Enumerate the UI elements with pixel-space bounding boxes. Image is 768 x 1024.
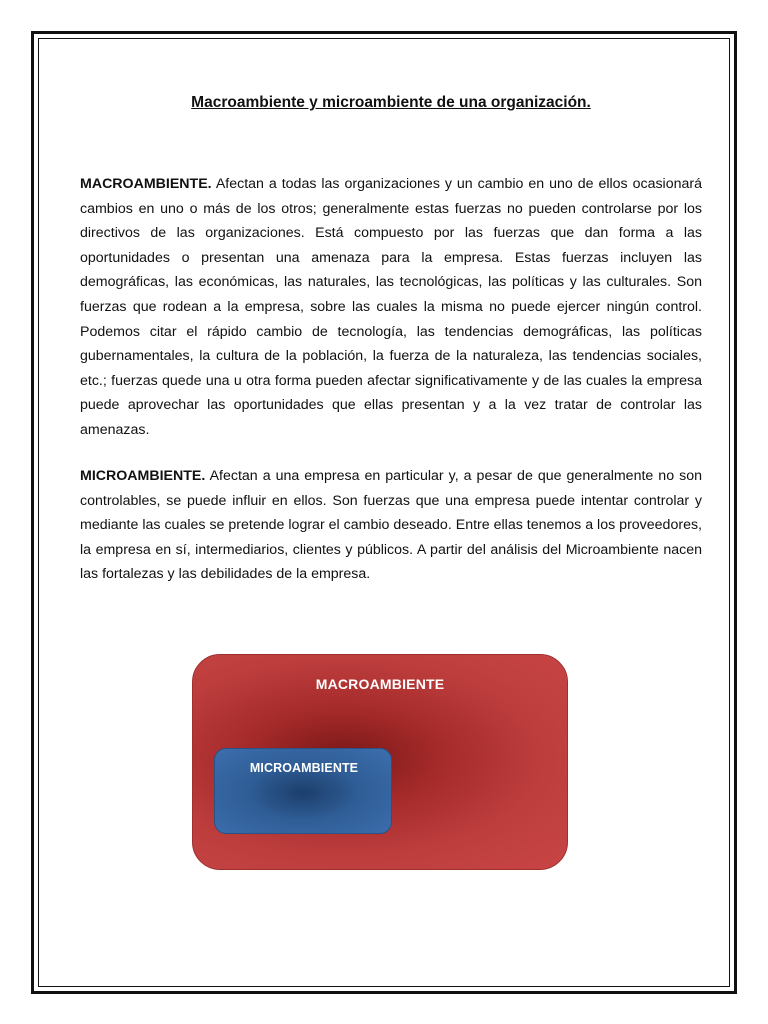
macroambiente-text: Afectan a todas las organizaciones y un cambio en uno de ellos ocasionará cambios en uno o más de los otros; generalmente estas fuerzas no pueden controlarse por los directivos de las organizaciones. Está compuesto por las fuerzas que dan forma a las oportunidades o presentan una amenaza para la empresa. Estas fuerzas incluyen las demográficas, las económicas, las naturales, las tecnológicas, las políticas y las culturales. Son fuerzas que rodean a la empresa, sobre las cuales la misma no puede ejercer ningún control. Podemos citar el rápido cambio de tecnología, las tendencias demográficas, las políticas gubernamentales, la cultura de la población, la fuerza de la naturaleza, las tendencias sociales, etc.; fuerzas quede una u otra forma pueden afectar significativamente y de las cuales la empresa puede aprovechar las oportunidades que ellas presentan y a la vez tratar de controlar las amenazas. — [80, 176, 702, 438]
document-title: Macroambiente y microambiente de una organización. — [191, 94, 591, 111]
microambiente-box — [214, 748, 392, 834]
macroambiente-heading: MACROAMBIENTE. — [80, 176, 212, 192]
macroambiente-box-label: MACROAMBIENTE — [315, 676, 445, 692]
microambiente-text: Afectan a una empresa en particular y, a pesar de que generalmente no son controlables, se puede influir en ellos. Son fuerzas que una empresa puede intentar controlar y mediante las cuales se pretende lograr el cambio deseado. Entre ellas tenemos a los proveedores, la empresa en sí, intermediarios, clientes y públicos. A partir del análisis del Microambiente nacen las fortalezas y las debilidades de la empresa. — [80, 468, 702, 583]
microambiente-box-label: MICROAMBIENTE — [249, 761, 359, 775]
environment-diagram — [192, 654, 568, 870]
macroambiente-paragraph — [80, 172, 702, 443]
microambiente-paragraph — [80, 464, 702, 587]
microambiente-heading: MICROAMBIENTE. — [80, 468, 206, 484]
